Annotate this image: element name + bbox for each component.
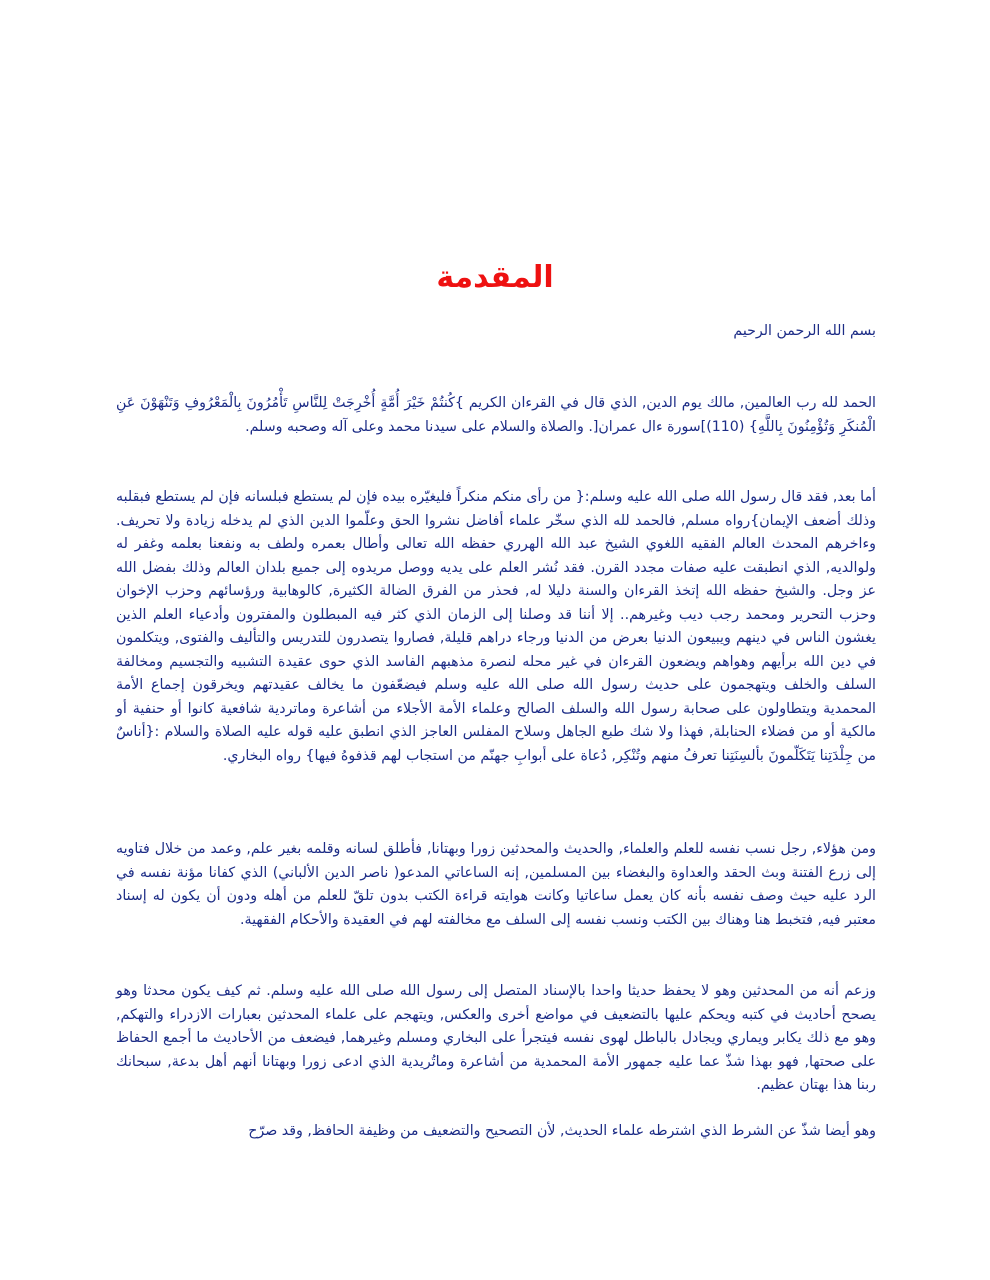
basmala-line: بسم الله الرحمن الرحيم xyxy=(733,323,876,339)
paragraph-1: الحمد لله رب العالمين, مالك يوم الدين, الذي قال في القرءان الكريم }كُنتُمْ خَيْرَ أُمَّةٍ أُخْرِجَتْ لِلنَّاسِ تَأْمُرُونَ بِالْمَعْرُوفِ وَتَنْهَوْنَ عَنِ الْمُنكَرِ وَتُؤْمِنُونَ بِاللَّهِ} (110)]سورة ءال عمران[. والصلاة والسلام على سيدنا محمد وعلى آله وصحبه وسلم. xyxy=(116,395,876,435)
paragraph-5: وهو أيضا شذّ عن الشرط الذي اشترطه علماء الحديث, لأن التصحيح والتضعيف من وظيفة الحافظ, وقد صرّح xyxy=(248,1123,876,1139)
document-title: المقدمة xyxy=(436,260,554,295)
paragraph-3: ومن هؤلاء, رجل نسب نفسه للعلم والعلماء, والحديث والمحدثين زورا وبهتانا, فأطلق لسانه وقلمه بغير علم, وعمد من خلال فتاويه إلى زرع الفتنة وبث الحقد والعداوة والبغضاء بين المسلمين, إنه الساعاتي المدعو( ناصر الدين الألباني) الذي كفانا مؤنة نفسه في الرد عليه حيث وصف نفسه بأنه كان يعمل ساعاتيا وكانت هوايته قراءة الكتب بدون تلقّ للعلم من أهله ودون أن يكون له إسناد معتبر فيه, فتخبط هنا وهناك بين الكتب ونسب نفسه إلى السلف مع مخالفته لهم في العقيدة والأحكام الفقهية. xyxy=(116,841,876,928)
paragraph-4: وزعم أنه من المحدثين وهو لا يحفظ حديثا واحدا بالإسناد المتصل إلى رسول الله صلى الله عليه وسلم. ثم كيف يكون محدثا وهو يصحح أحاديث في كتبه ويحكم عليها بالتضعيف في مواضع أخرى والعكس, ويتهجم على علماء المحدثين بعبارات الازدراء والتهكم, وهو مع ذلك يكابر ويماري ويجادل بالباطل لهوى نفسه فيتجرأ على البخاري ومسلم وغيرهما, فيضعف من الأحاديث ما أجمع الحفاظ على صحتها, فهو بهذا شذّ عما عليه جمهور الأمة المحمدية من أشاعرة وماتُريدية الذي ادعى زورا وبهتانا أنهم أهل بدعة, سبحانك ربنا هذا بهتان عظيم. xyxy=(116,983,876,1093)
paragraph-2: أما بعد, فقد قال رسول الله صلى الله عليه وسلم:{ من رأى منكم منكراً فليغيّره بيده فإن لم يستطع فبلسانه فإن لم يستطع فبقلبه وذلك أضعف الإيمان}رواه مسلم, فالحمد لله الذي سخّر علماء أفاضل نشروا الحق وعلّموا الدين الذي لم يدخله زيادة ولا تحريف. وءاخرهم المحدث العالم الفقيه اللغوي الشيخ عبد الله الهرري حفظه الله تعالى وأطال بعمره ولطف به ونفعنا بعلمه وغفر له ولوالديه, الذي انطبقت عليه صفات مجدد القرن. فقد نُشر العلم على يديه ووصل مريدوه إلى جميع بلدان العالم وذلك بفضل الله عز وجل. والشيخ حفظه الله إتخذ القرءان والسنة دليلا له, فحذر من الفرق الضالة الكثيرة, كالوهابية ورؤسائهم وحزب الإخوان وحزب التحرير ومحمد رجب ديب وغيرهم.. إلا أننا قد وصلنا إلى الزمان الذي كثر فيه المبطلون والمفترون وأدعياء العلم الذين يغشون الناس في دينهم ويبيعون الدنيا بعرض من الدنيا ورجاء دراهم قليلة, فصاروا يتصدرون للتدريس والتأليف والفتوى, ويتكلمون في دين الله برأيهم وهواهم ويضعون القرءان في غير محله لنصرة مذهبهم الفاسد الذي حوى عقيدة التشبيه والتجسيم ومخالفة السلف والخلف ويتهجمون على حديث رسول الله صلى الله عليه وسلم فيضعّفون ما يخالف عقيدتهم ويخرقون إجماع الأمة المحمدية ويتطاولون على صحابة رسول الله والسلف الصالح وعلماء الأمة الأجلاء من أشاعرة وماتردية شافعية كانوا أو حنفية أو مالكية أو من فضلاء الحنابلة, فهذا ولا شك طبع الجاهل وسلاح المفلس العاجز الذي انطبق عليه قوله عليه الصلاة والسلام :{أناسٌ من جِلْدَتِنا يَتَكَلّمونَ بألسِنَتِنا تعرفُ منهم وتُنْكِر, دُعاة على أبوابِ جهنّم من استجاب لهم قذفوهُ فيها} رواه البخاري. xyxy=(116,489,876,764)
